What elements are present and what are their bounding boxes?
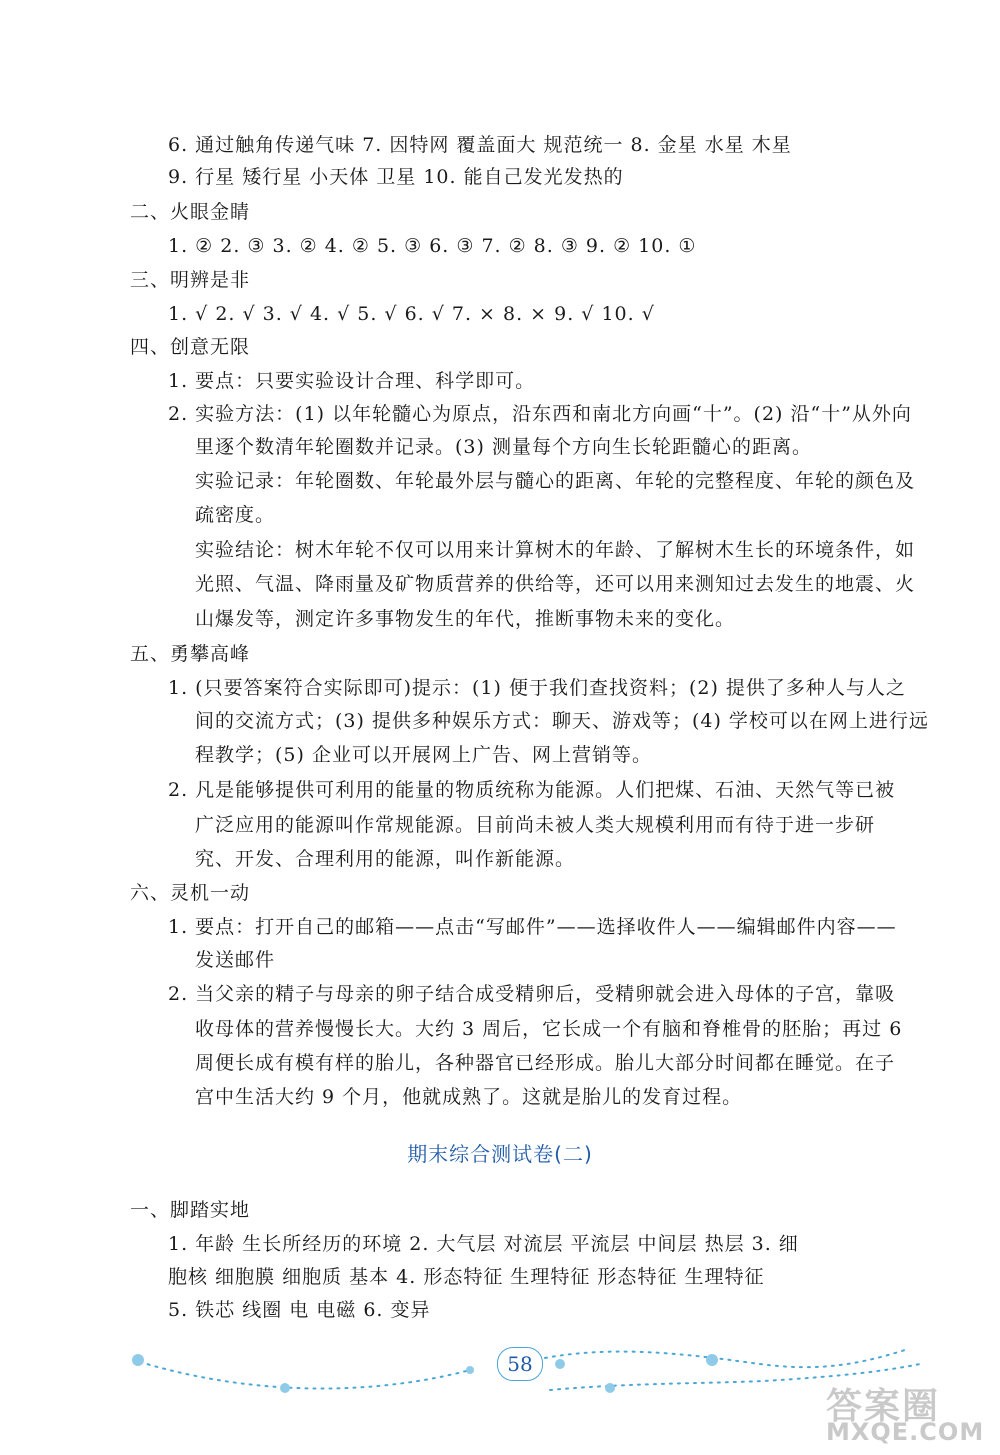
exam2-line-1: 1. 年龄 生长所经历的环境 2. 大气层 对流层 平流层 中间层 热层 3. 细 [168,1233,799,1255]
s5-item-1-line-2: 间的交流方式；(3) 提供多种娱乐方式：聊天、游戏等；(4) 学校可以在网上进行远 [195,710,929,732]
s4-item-2-line-4: 疏密度。 [195,504,276,526]
exam2-section-heading-1: 一、脚踏实地 [130,1199,251,1221]
section-heading-6: 六、灵机一动 [130,882,251,904]
s6-item-1-line-2: 发送邮件 [195,949,276,971]
ornament-dot [132,1354,144,1366]
ornament-dot [466,1366,474,1374]
exam-title: 期末综合测试卷(二) [407,1142,593,1166]
s4-item-2-line-2: 里逐个数清年轮圈数并记录。(3) 测量每个方向生长轮距髓心的距离。 [195,436,812,458]
page-number: 58 [497,1347,543,1381]
ornament-dot [280,1383,290,1393]
s4-item-1: 1. 要点：只要实验设计合理、科学即可。 [168,370,536,392]
section-heading-4: 四、创意无限 [130,336,251,358]
s6-item-2-line-4: 宫中生活大约 9 个月，他就成熟了。这就是胎儿的发育过程。 [195,1086,743,1108]
answer-line-6-8: 6. 通过触角传递气味 7. 因特网 覆盖面大 规范统一 8. 金星 水星 木星 [168,134,792,156]
s4-item-2-line-1: 2. 实验方法：(1) 以年轮髓心为原点，沿东西和南北方向画“十”。(2) 沿“十”从外向 [168,403,912,425]
s4-item-2-line-6: 光照、气温、降雨量及矿物质营养的供给等，还可以用来测知过去发生的地震、火 [195,573,916,595]
s5-item-2-line-3: 究、开发、合理利用的能源，叫作新能源。 [195,848,576,870]
s6-item-1-line-1: 1. 要点：打开自己的邮箱——点击“写邮件”——选择收件人——编辑邮件内容—— [168,916,897,938]
s4-item-2-line-3: 实验记录：年轮圈数、年轮最外层与髓心的距离、年轮的完整程度、年轮的颜色及 [195,470,916,492]
section-heading-5: 五、勇攀高峰 [130,643,251,665]
ornament-dot [605,1383,615,1393]
s6-item-2-line-2: 收母体的营养慢慢长大。大约 3 周后，它长成一个有脑和脊椎骨的胚胎；再过 6 [195,1018,903,1040]
s5-item-1-line-1: 1. (只要答案符合实际即可)提示：(1) 便于我们查找资料；(2) 提供了多种人与人之 [168,677,906,699]
s6-item-2-line-3: 周便长成有模有样的胎儿，各种器官已经形成。胎儿大部分时间都在睡觉。在子 [195,1052,896,1074]
s5-item-2-line-2: 广泛应用的能源叫作常规能源。目前尚未被人类大规模利用而有待于进一步研 [195,814,876,836]
exam2-line-2: 胞核 细胞膜 细胞质 基本 4. 形态特征 生理特征 形态特征 生理特征 [168,1266,765,1288]
true-false-answers: 1. √ 2. √ 3. √ 4. √ 5. √ 6. √ 7. × 8. × 9. √ 10. √ [168,303,655,325]
watermark-logo: 答案圈 [826,1386,941,1427]
exam2-line-3: 5. 铁芯 线圈 电 电磁 6. 变异 [168,1299,431,1321]
ornament-dot [706,1354,718,1366]
s4-item-2-line-5: 实验结论：树木年轮不仅可以用来计算树木的年龄、了解树木生长的环境条件，如 [195,539,916,561]
s5-item-2-line-1: 2. 凡是能够提供可利用的能量的物质统称为能源。人们把煤、石油、天然气等已被 [168,779,896,801]
watermark [826,1378,985,1446]
s5-item-1-line-3: 程教学；(5) 企业可以开展网上广告、网上营销等。 [195,744,652,766]
s4-item-2-line-7: 山爆发等，测定许多事物发生的年代，推断事物未来的变化。 [195,608,736,630]
s6-item-2-line-1: 2. 当父亲的精子与母亲的卵子结合成受精卵后，受精卵就会进入母体的子宫，靠吸 [168,983,896,1005]
answer-line-9-10: 9. 行星 矮行星 小天体 卫星 10. 能自己发光发热的 [168,166,624,188]
ornament-dot [555,1359,565,1369]
watermark-url: MXQE.COM [826,1418,985,1446]
section-heading-2: 二、火眼金睛 [130,201,251,223]
choice-answers: 1. ② 2. ③ 3. ② 4. ② 5. ③ 6. ③ 7. ② 8. ③ 9. ② 10. ① [168,235,697,257]
section-heading-3: 三、明辨是非 [130,269,251,291]
